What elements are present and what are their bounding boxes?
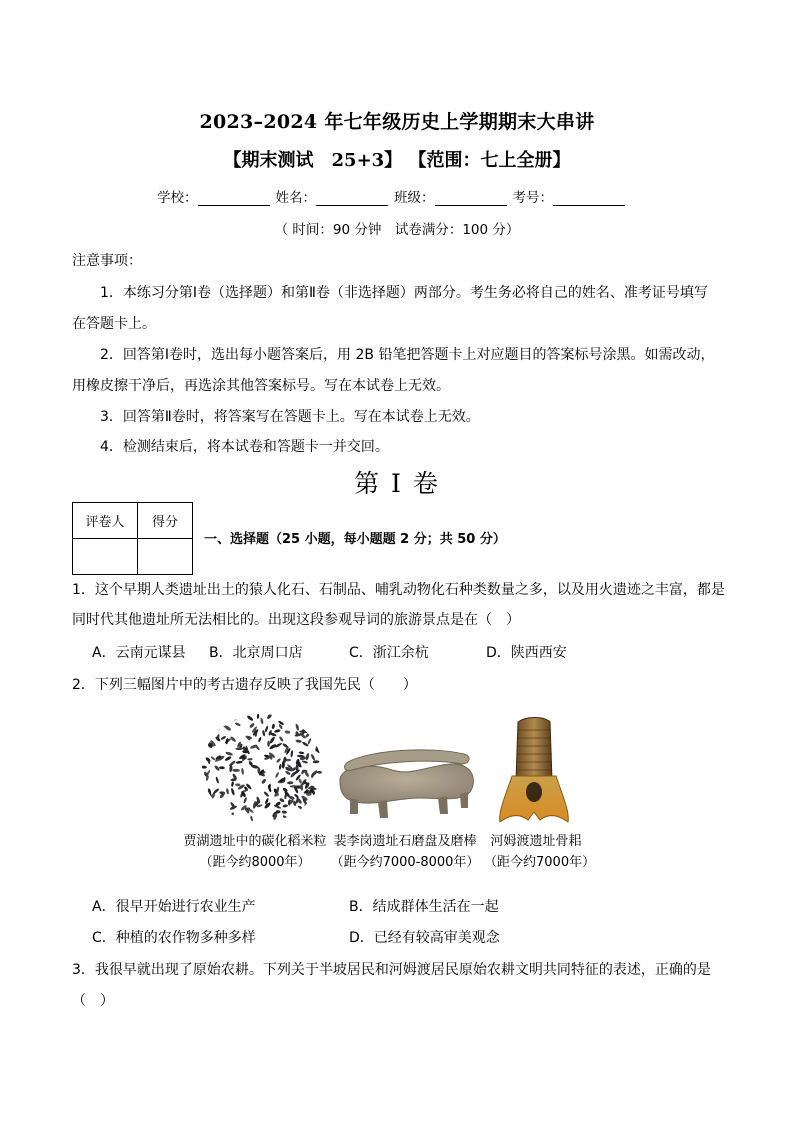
rice-grain (282, 804, 288, 808)
rice-grain (307, 738, 312, 745)
rice-grain (220, 809, 224, 816)
rice-grain (281, 810, 287, 814)
rice-grain (211, 724, 217, 729)
rice-grain (212, 788, 219, 795)
rice-grain (264, 725, 269, 732)
figure-3-caption: 河姆渡遗址骨耜 (490, 834, 582, 849)
q1-option-a[interactable]: A．云南元谋县 (92, 645, 186, 661)
class-field[interactable] (435, 191, 507, 206)
rice-grain (246, 715, 254, 722)
q1-option-d[interactable]: D．陕西西安 (486, 645, 567, 661)
rice-grain (232, 769, 240, 772)
rice-grain (202, 739, 208, 744)
rice-grain (267, 741, 270, 747)
rice-grain (230, 788, 235, 796)
rice-grain (207, 808, 215, 811)
rice-grain (276, 758, 281, 763)
rice-grain (210, 756, 216, 761)
q1-stem-line-2: 同时代其他遗址所无法相比的。出现这段参观导词的旅游景点是在（ ） (72, 612, 520, 628)
rice-grain (224, 717, 230, 722)
rice-grain (235, 761, 242, 764)
rice-grain (233, 713, 240, 721)
class-label: 班级： (394, 190, 435, 206)
rice-grain (282, 743, 289, 749)
number-label: 考号： (512, 190, 553, 206)
rice-grain (219, 807, 223, 814)
rice-grain (302, 760, 309, 764)
name-label: 姓名： (275, 190, 316, 206)
rice-grain (210, 811, 218, 815)
rice-grain (229, 812, 235, 820)
grinding-stone-image (330, 740, 480, 830)
school-field[interactable] (198, 191, 270, 206)
rice-grain (311, 716, 319, 721)
rice-grain (298, 778, 302, 784)
rice-grain (206, 729, 211, 731)
rice-grain (274, 729, 281, 733)
rice-grain (284, 730, 290, 734)
rice-grain (306, 720, 313, 724)
rice-grain (287, 781, 293, 784)
rice-grain (317, 771, 323, 774)
grader-cell[interactable] (73, 539, 138, 575)
rice-grain (204, 736, 209, 743)
rice-grain (305, 753, 310, 761)
rice-grain (210, 723, 217, 729)
rice-grain (290, 750, 293, 758)
rice-grain (203, 727, 210, 732)
bone-spade-image (496, 716, 572, 828)
rice-grain (225, 751, 233, 756)
rice-grain (279, 736, 284, 742)
rice-grain (313, 760, 320, 763)
figure-3-date: （距今约7000年） (484, 855, 596, 870)
rice-grain (219, 718, 224, 725)
rice-grain (306, 718, 312, 726)
rice-grain (303, 805, 310, 813)
rice-grain (315, 735, 322, 739)
carbonized-rice-image (200, 712, 324, 824)
rice-grain (223, 813, 228, 821)
rice-grain (235, 783, 241, 786)
rice-grain (311, 719, 316, 725)
rice-grain (203, 809, 206, 815)
time-info: （ 时间：90 分钟 试卷满分：100 分） (274, 222, 520, 238)
rice-grain (271, 723, 275, 729)
rice-grain (220, 735, 226, 740)
rice-grain (202, 735, 210, 740)
rice-grain (311, 800, 316, 808)
q1-stem-line-1: 1．这个早期人类遗址出土的猿人化石、石制品、哺乳动物化石种类数量之多，以及用火遗迹之丰富，都是 (72, 582, 725, 598)
rice-grain (295, 739, 302, 743)
rice-grain (224, 716, 230, 723)
rice-grain (249, 722, 255, 728)
q3-stem-line-2: （ ） (72, 993, 114, 1009)
rice-grain (243, 797, 248, 804)
rice-grain (310, 754, 315, 762)
grader-header: 评卷人 (73, 503, 138, 539)
section-title: 一、选择题（25 小题，每小题题 2 分；共 50 分） (204, 532, 506, 547)
notice-item-1-line-1: 1．本练习分第Ⅰ卷（选择题）和第Ⅱ卷（非选择题）两部分。考生务必将自己的姓名、准考证号填写 (100, 285, 708, 301)
q2-option-c[interactable]: C．种植的农作物多种多样 (92, 930, 256, 946)
rice-grain (231, 781, 234, 787)
notice-item-4: 4．检测结束后，将本试卷和答题卡一并交回。 (100, 439, 389, 455)
rice-grain (295, 723, 300, 731)
rice-grain (313, 721, 316, 727)
rice-grain (223, 716, 230, 722)
rice-grain (227, 715, 232, 721)
rice-grain (263, 791, 270, 797)
exam-title: 2023–2024 年七年级历史上学期期末大串讲 (199, 111, 595, 133)
rice-grain (235, 722, 241, 727)
q2-stem: 2．下列三幅图片中的考古遗存反映了我国先民（ ） (72, 677, 417, 693)
rice-grain (226, 788, 230, 794)
rice-grain (275, 772, 280, 779)
figure-2-caption: 裴李岗遗址石磨盘及磨棒 (333, 834, 477, 849)
rice-grain (260, 718, 264, 725)
rice-grain (212, 723, 216, 731)
rice-grain (201, 737, 208, 741)
rice-grain (201, 799, 207, 807)
name-field[interactable] (316, 191, 388, 206)
rice-grain (282, 815, 290, 822)
rice-grain (210, 800, 215, 807)
q2-option-b[interactable]: B．结成群体生活在一起 (349, 899, 499, 915)
figure-1-caption: 贾湖遗址中的碳化稻米粒 (183, 834, 327, 849)
rice-grain (302, 809, 309, 815)
q2-option-a[interactable]: A．很早开始进行农业生产 (92, 899, 256, 915)
rice-grain (278, 720, 285, 725)
rice-grain (294, 793, 299, 798)
rice-grain (214, 810, 220, 813)
rice-grain (201, 717, 209, 724)
notice-item-1-line-2: 在答题卡上。 (72, 316, 156, 332)
rice-grain (312, 803, 317, 809)
rice-grain (316, 718, 322, 722)
exam-subtitle: 【期末测试 25+3】 【范围：七上全册】 (223, 150, 571, 171)
rice-grain (217, 725, 222, 732)
figure-1-date: （距今约8000年） (199, 855, 311, 870)
notice-item-3: 3．回答第Ⅱ卷时，将答案写在答题卡上。写在本试卷上无效。 (100, 409, 480, 425)
rice-grain (306, 801, 313, 808)
rice-grain (294, 816, 301, 822)
rice-grain (316, 722, 322, 725)
rice-grain (264, 802, 272, 810)
rice-grain (297, 805, 304, 811)
rice-grain (314, 801, 320, 806)
rice-grain (316, 734, 319, 740)
rice-grain (257, 713, 259, 719)
rice-grain (258, 737, 262, 743)
rice-grain (315, 724, 320, 732)
rice-grain (241, 768, 244, 775)
school-label: 学校： (157, 190, 198, 206)
rice-grain (219, 766, 225, 769)
notice-item-2-line-2: 用橡皮擦干净后，再选涂其他答案标号。写在本试卷上无效。 (72, 378, 450, 394)
number-field[interactable] (553, 191, 625, 206)
rice-grain (247, 758, 253, 761)
score-cell[interactable] (138, 539, 193, 575)
score-table (72, 502, 193, 575)
part-title: 第 I 卷 (354, 469, 440, 498)
rice-grain (269, 736, 276, 744)
rice-grain (235, 747, 243, 750)
q1-option-c[interactable]: C．浙江余杭 (349, 645, 429, 661)
rice-grain (224, 756, 232, 762)
figure-2-date: （距今约7000-8000年） (330, 855, 480, 870)
rice-grain (201, 765, 207, 769)
q2-option-d[interactable]: D．已经有较高审美观念 (349, 930, 500, 946)
rice-grain (215, 776, 219, 784)
rice-grain (261, 778, 267, 784)
notice-item-2-line-1: 2．回答第Ⅰ卷时，选出每小题答案后，用 2B 铅笔把答题卡上对应题目的答案标号涂黑。如需改动， (100, 347, 715, 363)
rice-grain (279, 764, 282, 770)
rice-grain (312, 717, 317, 723)
score-header: 得分 (138, 503, 193, 539)
notice-heading: 注意事项： (72, 253, 142, 269)
rice-grain (299, 751, 305, 754)
student-info-row (157, 186, 631, 206)
rice-grain (266, 713, 273, 720)
rice-grain (298, 812, 300, 820)
q1-option-b[interactable]: B．北京周口店 (209, 645, 303, 661)
rice-grain (223, 724, 231, 731)
rice-grain (250, 815, 254, 821)
rice-grain (303, 717, 310, 720)
q3-stem-line-1: 3．我很早就出现了原始农耕。下列关于半坡居民和河姆渡居民原始农耕文明共同特征的表述，正确的是 (72, 962, 711, 978)
